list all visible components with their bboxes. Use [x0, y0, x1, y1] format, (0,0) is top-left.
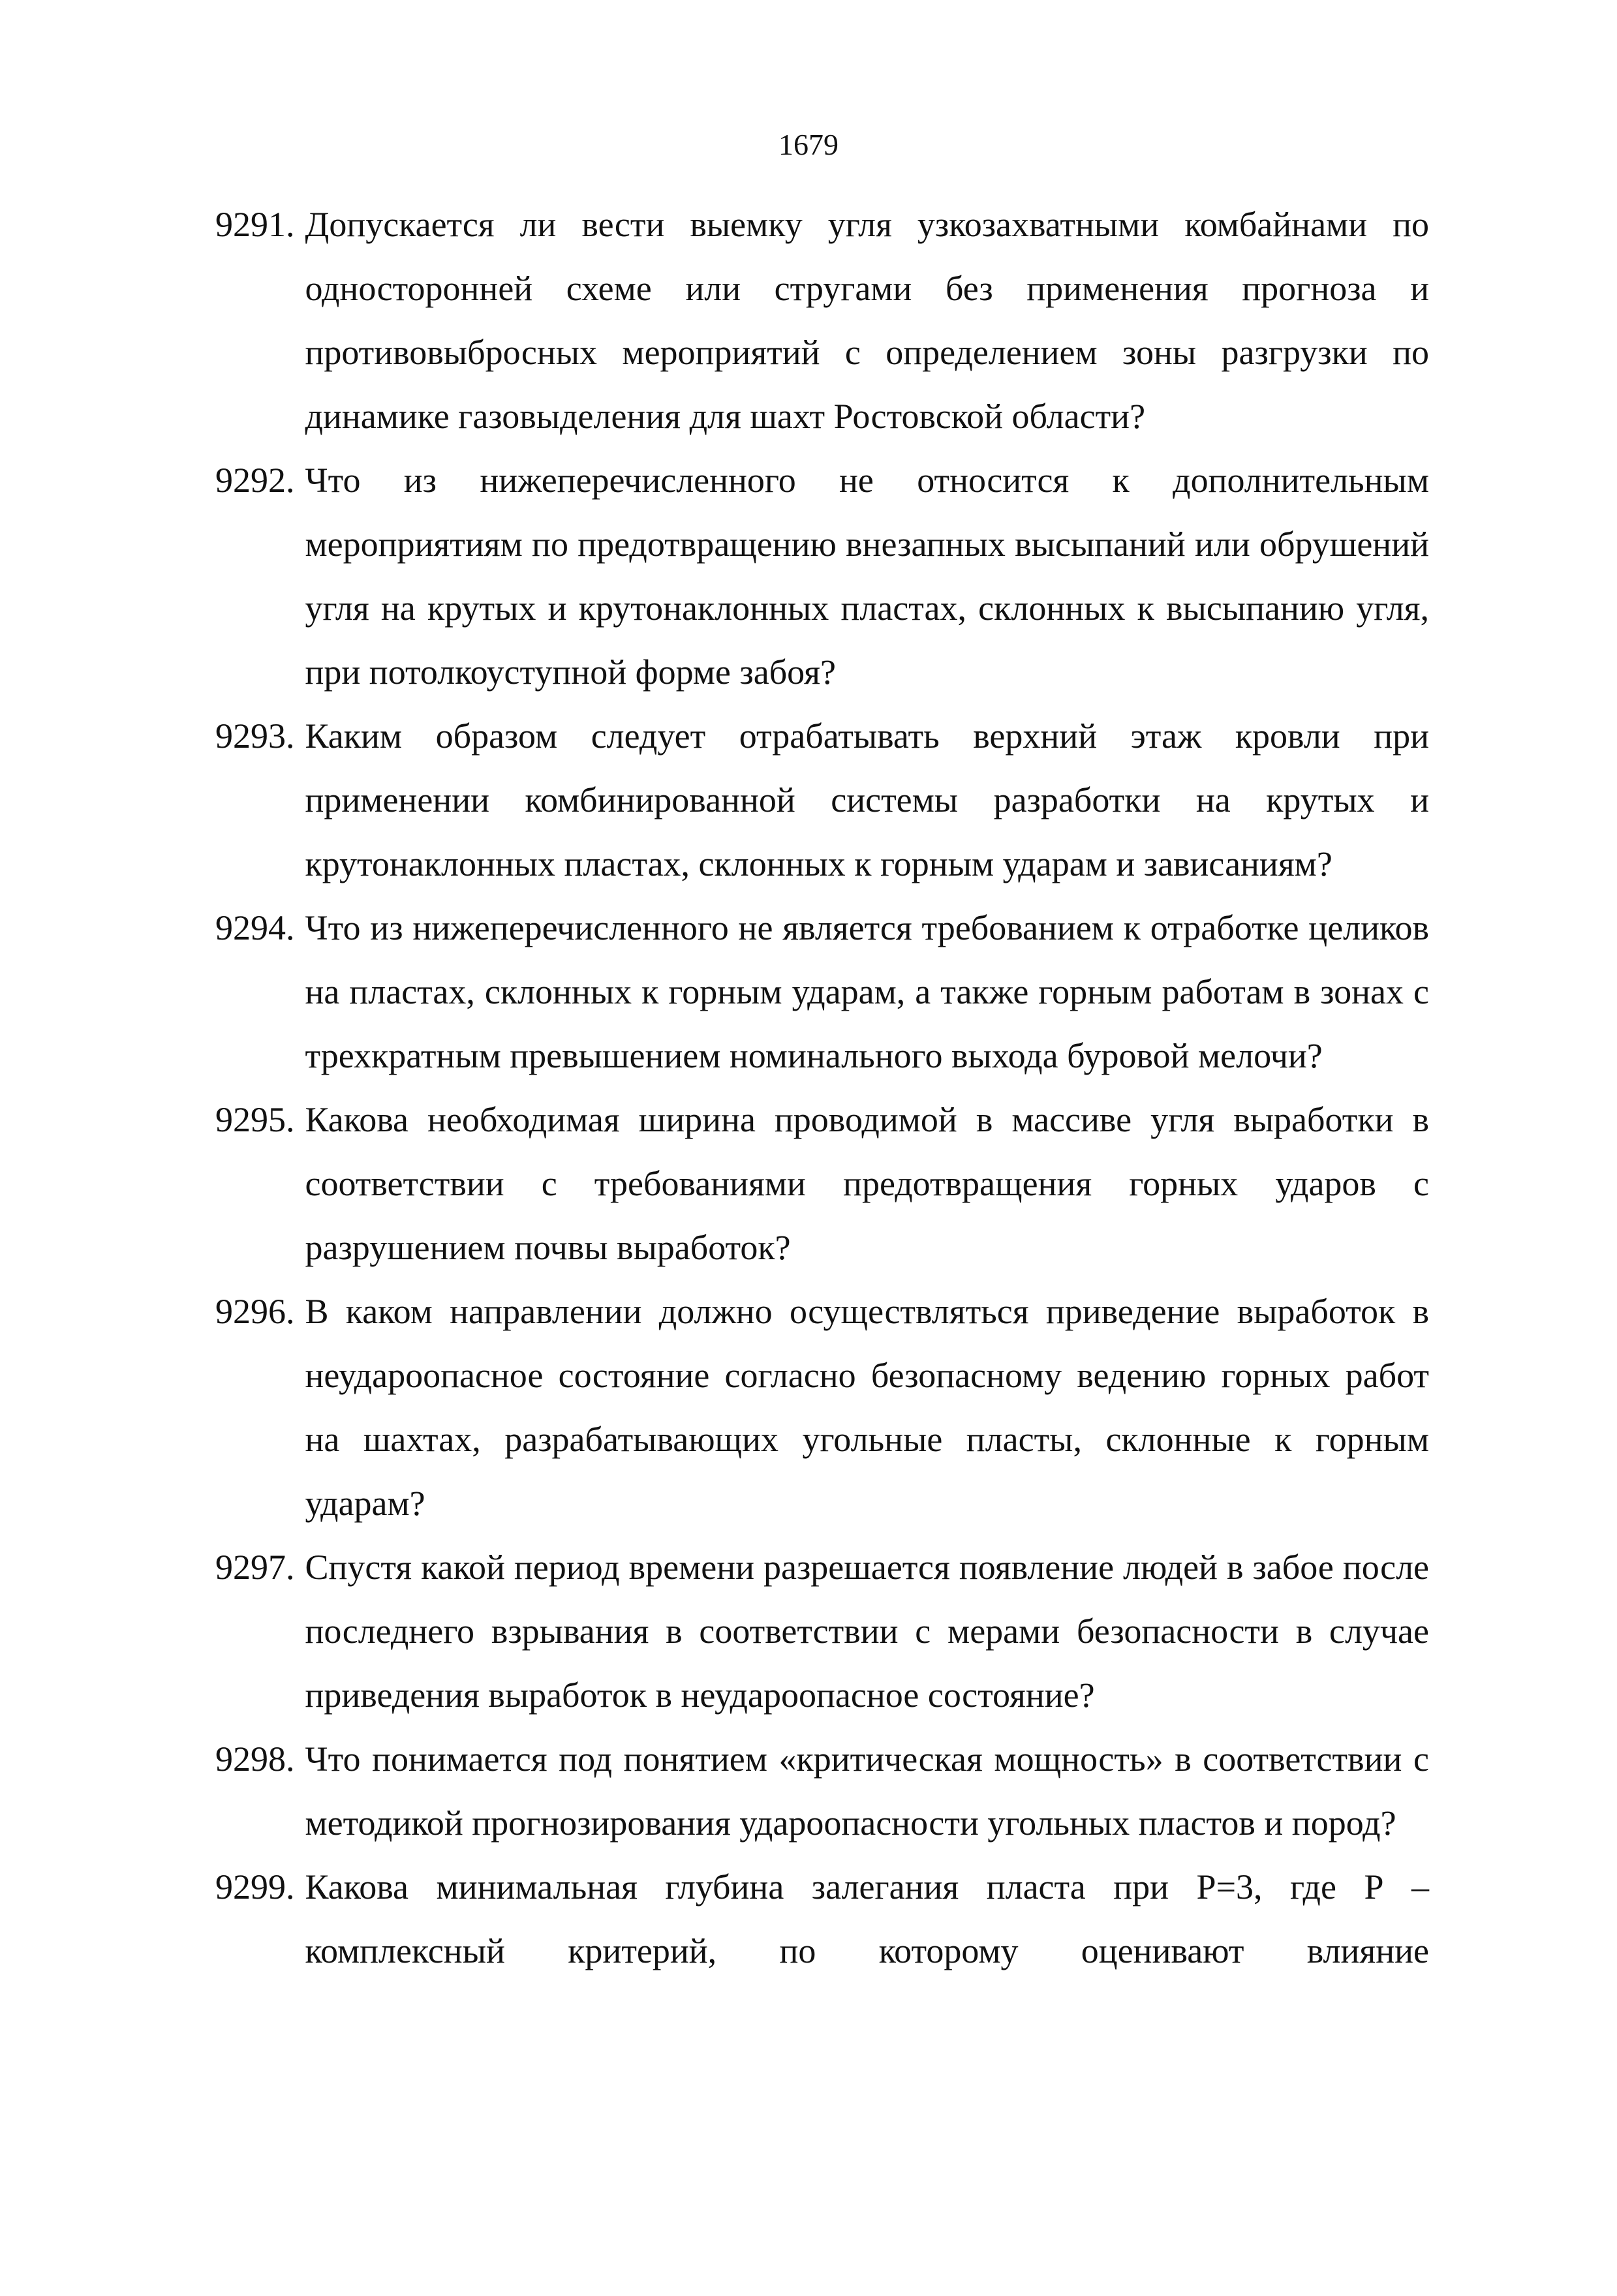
- question-number: 9298.: [215, 1739, 295, 1779]
- question-number: 9292.: [215, 461, 295, 500]
- question-text: Какова минимальная глубина залегания пласта при Р=3, где Р – комплексный критерий, по которому оценивают влияние: [305, 1867, 1429, 1970]
- question-number: 9296.: [215, 1292, 295, 1331]
- question-text: Что из нижеперечисленного не является требованием к отработке целиков на пластах, склонных к горным ударам, а также горным работам в зонах с трехкратным превышением номинального выхода буровой мелочи?: [305, 908, 1429, 1075]
- question-number: 9293.: [215, 716, 295, 756]
- question-text: Допускается ли вести выемку угля узкозахватными комбайнами по односторонней схеме или стругами без применения прогноза и противовыбросных мероприятий с определением зоны разгрузки по динамике газовыделения для шахт Ростовской области?: [305, 205, 1429, 436]
- question-text: В каком направлении должно осуществляться приведение выработок в неудароопасное состояние согласно безопасному ведению горных работ на шахтах, разрабатывающих угольные пласты, склонные к горным ударам?: [305, 1292, 1429, 1523]
- question-number: 9297.: [215, 1548, 295, 1587]
- question-text: Какова необходимая ширина проводимой в массиве угля выработки в соответствии с требованиями предотвращения горных ударов с разрушением почвы выработок?: [305, 1100, 1429, 1267]
- question-item: [215, 1088, 1429, 1279]
- question-text: Каким образом следует отрабатывать верхний этаж кровли при применении комбинированной системы разработки на крутых и крутонаклонных пластах, склонных к горным ударам и зависаниям?: [305, 716, 1429, 883]
- question-item: [215, 704, 1429, 896]
- question-item: [215, 1727, 1429, 1855]
- question-item: [215, 896, 1429, 1088]
- question-list: [215, 192, 1429, 1983]
- question-item: [215, 448, 1429, 704]
- question-number: 9299.: [215, 1867, 295, 1906]
- question-item: [215, 1279, 1429, 1535]
- question-text: Что понимается под понятием «критическая мощность» в соответствии с методикой прогнозирования удароопасности угольных пластов и пород?: [305, 1739, 1429, 1843]
- question-item: [215, 1855, 1429, 1983]
- question-number: 9294.: [215, 908, 295, 947]
- question-number: 9291.: [215, 205, 295, 244]
- question-text: Спустя какой период времени разрешается появление людей в забое после последнего взрывания в соответствии с мерами безопасности в случае приведения выработок в неудароопасное состояние?: [305, 1548, 1429, 1715]
- question-item: [215, 192, 1429, 448]
- question-text: Что из нижеперечисленного не относится к дополнительным мероприятиям по предотвращению внезапных высыпаний или обрушений угля на крутых и крутонаклонных пластах, склонных к высыпанию угля, при потолкоуступной форме забоя?: [305, 461, 1429, 692]
- question-item: [215, 1535, 1429, 1727]
- question-number: 9295.: [215, 1100, 295, 1139]
- page-number: 1679: [778, 128, 839, 161]
